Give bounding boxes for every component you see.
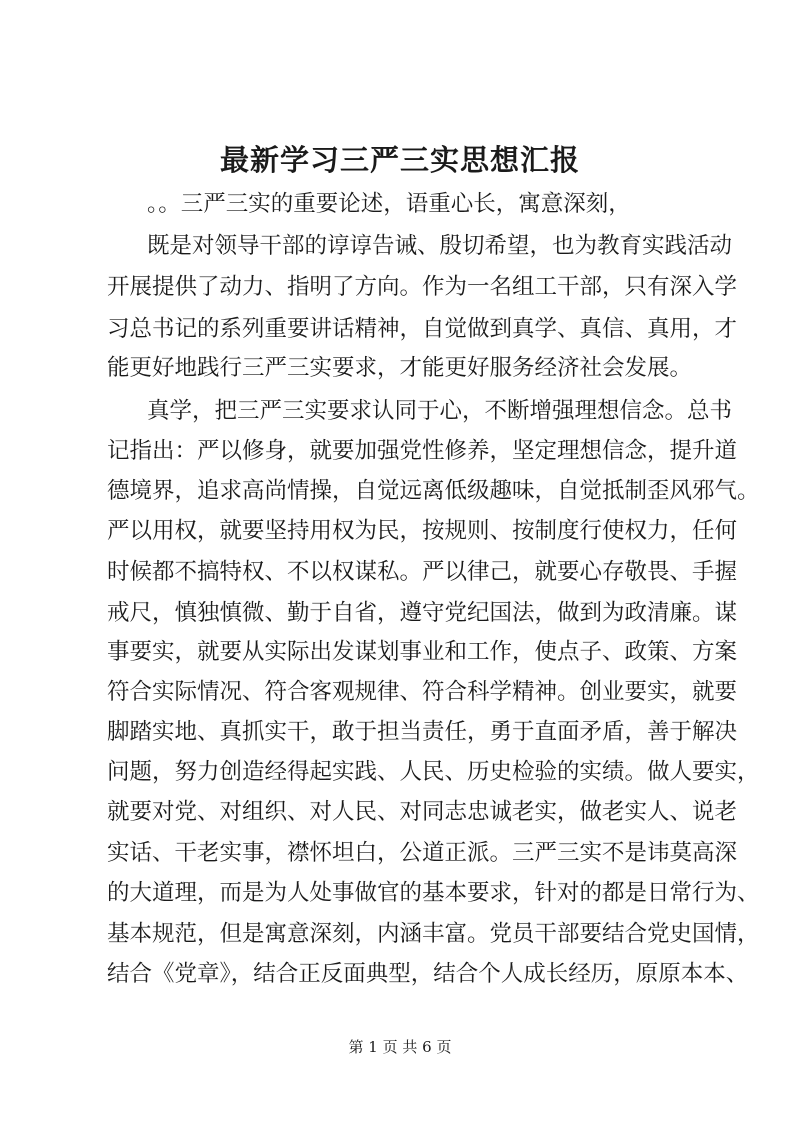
- body-line: 真学，把三严三实要求认同于心，不断增强理想信念。总书: [147, 398, 733, 424]
- body-line: 就要对党、对组织、对人民、对同志忠诚老实，做老实人、说老: [107, 799, 738, 825]
- body-line: 习总书记的系列重要讲话精神，自觉做到真学、真信、真用，才: [107, 316, 738, 342]
- body-line: 严以用权，就要坚持用权为民，按规则、按制度行使权力，任何: [107, 518, 738, 544]
- page-number-footer: 第 1 页 共 6 页: [348, 1038, 452, 1056]
- body-line: 德境界，追求高尚情操，自觉远离低级趣味，自觉抵制歪风邪气。: [107, 478, 760, 504]
- body-line: 戒尺，慎独慎微、勤于自省，遵守党纪国法，做到为政清廉。谋: [107, 600, 738, 626]
- body-line: 的大道理，而是为人处事做官的基本要求，针对的都是日常行为、: [107, 880, 760, 906]
- document-title: 最新学习三严三实思想汇报: [219, 143, 580, 177]
- body-line: 既是对领导干部的谆谆告诫、殷切希望，也为教育实践活动: [147, 233, 733, 259]
- body-line: 基本规范，但是寓意深刻，内涵丰富。党员干部要结合党史国情，: [107, 921, 760, 947]
- body-line: 结合《党章》，结合正反面典型，结合个人成长经历，原原本本、: [107, 961, 749, 987]
- body-line: 记指出：严以修身，就要加强党性修养，坚定理想信念，提升道: [107, 438, 738, 464]
- body-line: 开展提供了动力、指明了方向。作为一名组工干部，只有深入学: [107, 274, 738, 300]
- body-line: 问题，努力创造经得起实践、人民、历史检验的实绩。做人要实，: [107, 759, 760, 785]
- body-line: 。。三严三实的重要论述，语重心长，寓意深刻，: [147, 191, 631, 217]
- body-line: 能更好地践行三严三实要求，才能更好服务经济社会发展。: [107, 355, 693, 381]
- body-line: 事要实，就要从实际出发谋划事业和工作，使点子、政策、方案: [107, 639, 738, 665]
- body-line: 脚踏实地、真抓实干，敢于担当责任，勇于直面矛盾，善于解决: [107, 719, 738, 745]
- body-line: 实话、干老实事，襟怀坦白，公道正派。三严三实不是讳莫高深: [107, 840, 738, 866]
- body-line: 符合实际情况、符合客观规律、符合科学精神。创业要实，就要: [107, 679, 738, 705]
- body-line: 时候都不搞特权、不以权谋私。严以律己，就要心存敬畏、手握: [107, 559, 738, 585]
